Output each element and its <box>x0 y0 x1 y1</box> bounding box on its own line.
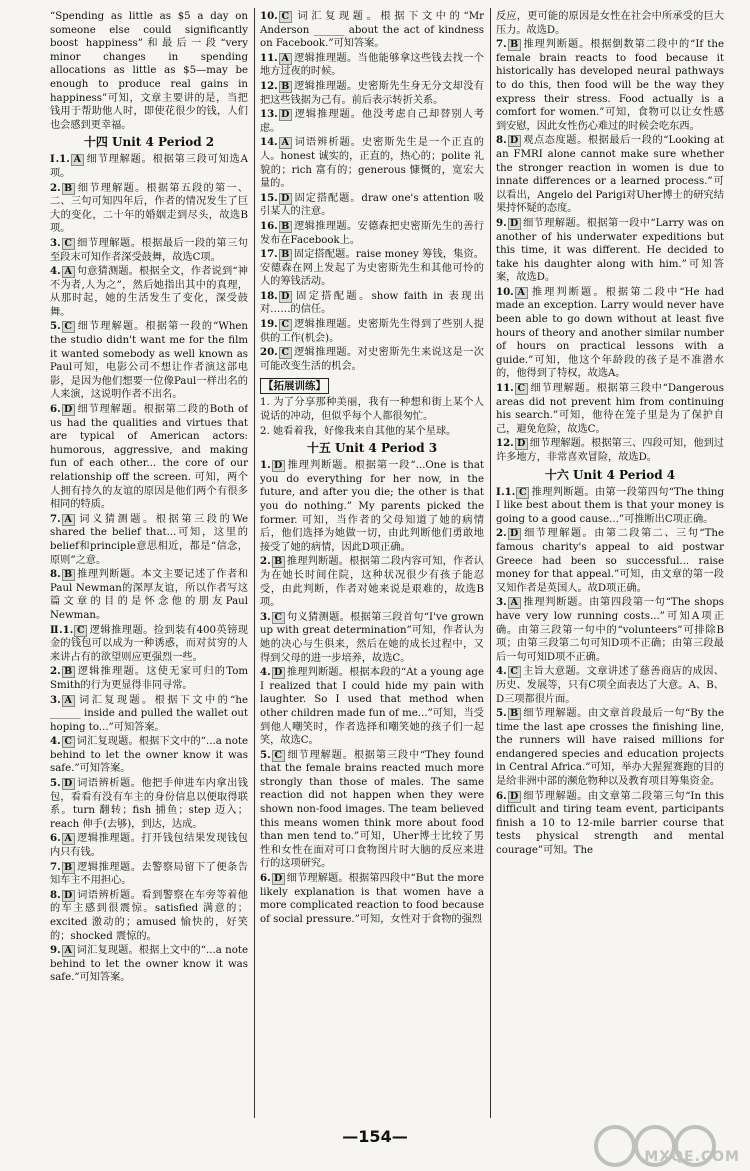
explanation-text: 细节理解题。根据第三段中“They found that the female brains reacted much more strongly than those of males. The same reaction did not happen when they were shown non-food images. The team believed this means women think more about food than men tend to.”可知，Uher博士比较了男性和女性在面对可口食物图片时大脑的反应来进行的这项研究。 <box>260 749 484 870</box>
answer-entry <box>496 38 724 133</box>
answer-entry <box>50 735 248 776</box>
explanation-text: 固定搭配题。raise money 筹钱，集资。安德森在网上发起了为史密斯先生和其他可怜的人的筹钱活动。 <box>260 249 484 288</box>
answer-letter-badge: A <box>62 695 75 707</box>
explanation-text: 逻辑推理题。他没考虑自己却替别人考虑。 <box>260 109 484 134</box>
explanation-text: 细节理解题。根据第一段的“When the studio didn't want me for the film it wanted somebody as well known as Paul可知，电影公司不想让作者演这部电影，是因为他们想要一位像Paul一样出名的人来演，这说明作者不出名。 <box>50 321 248 401</box>
column-middle <box>260 10 484 1100</box>
answer-letter-badge: C <box>279 319 292 331</box>
answer-entry <box>260 318 484 345</box>
answer-entry <box>260 80 484 107</box>
answer-letter-badge: B <box>279 221 292 233</box>
answer-letter-badge: B <box>62 183 75 195</box>
explanation-text: 固定搭配题。draw one's attention 吸引某人的注意。 <box>260 192 484 218</box>
question-number: 8. <box>50 888 61 901</box>
explanation-text: 逻辑推理题。对史密斯先生来说这是一次可能改变生活的机会。 <box>260 347 484 372</box>
question-number: 2. <box>496 527 507 540</box>
answer-entry <box>260 555 484 609</box>
question-number: 4. <box>496 665 507 678</box>
answer-entry <box>50 513 248 567</box>
answer-entry <box>50 944 248 985</box>
answer-letter-badge: D <box>508 218 521 230</box>
answer-letter-badge: C <box>516 487 529 499</box>
answer-entry <box>496 134 724 216</box>
explanation-text: 推理判断题。根据倒数第二段中的“If the female brain reacts to food because it historically has developed neural pathways to do this, then food will be the way they express their stress. Food actually is a comfort for women.”可知，食物可以让女性感到安慰，因此女性伤心难过的时候会吃东西。 <box>496 39 724 132</box>
answer-entry <box>50 403 248 512</box>
answer-entry <box>50 777 248 831</box>
question-number: 7. <box>50 860 61 873</box>
answer-entry <box>496 286 724 381</box>
paragraph: “Spending as little as $5 a day on someone else could significantly boost happiness”和最后一段“very minor changes in spending allocations as little as $5—may be enough to produce real gains in happiness”可知，文章主要讲的是，当把钱用于帮助他人时，即使花很少的钱，人们也会感到更幸福。 <box>50 11 248 131</box>
question-number: 8. <box>496 134 507 147</box>
answer-entry <box>50 694 248 735</box>
watermark-ring-icon <box>594 1125 636 1167</box>
answer-letter-badge: B <box>508 708 521 720</box>
answer-entry <box>260 290 484 317</box>
answer-entry <box>260 108 484 135</box>
question-number: 20. <box>260 346 278 359</box>
answer-letter-badge: D <box>272 460 285 472</box>
question-number: 7. <box>50 512 61 525</box>
question-number: 8. <box>50 568 61 581</box>
question-number: Ⅱ.1. <box>50 623 74 636</box>
answer-entry <box>496 665 724 706</box>
question-number: 10. <box>260 10 278 22</box>
question-number: 3. <box>496 596 507 609</box>
answer-entry <box>260 872 484 926</box>
explanation-text: 词汇复现题。根据下文中的“...a note behind to let the owner know it was safe.”可知答案。 <box>50 736 248 775</box>
answer-entry <box>260 220 484 247</box>
answer-letter-badge: A <box>515 287 528 299</box>
answer-entry <box>496 527 724 595</box>
answer-letter-badge: B <box>279 81 292 93</box>
question-number: 11. <box>496 382 514 395</box>
paragraph: 2. 她看着我，好像我来自其他的某个星球。 <box>260 425 457 437</box>
explanation-text: 逻辑推理题。当他能够拿这些钱去找一个地方过夜的时候。 <box>260 52 484 78</box>
question-number: 12. <box>496 437 514 450</box>
explanation-text: 词汇复现题。根据下文中的“he ______ inside and pulled the wallet out hoping to...”可知答案。 <box>50 694 248 733</box>
answer-letter-badge: D <box>279 193 292 205</box>
question-number: 5. <box>50 777 61 790</box>
explanation-text: 细节理解题。由文章第二段第三句“In this difficult and tiring team event, participants finish a 10 to 12-mile barrier course that tests physical strength and mental courage”可知。The <box>496 790 724 857</box>
explanation-text: 细节理解题。由第二段第二、三句“The famous charity's appeal to aid postwar Greece had been so successful... raise money for that appeal.”可知，由文章的第一段又知作者是英国人。故D项正确。 <box>496 528 724 594</box>
answer-entry <box>260 611 484 665</box>
question-number: Ⅰ.1. <box>496 485 516 498</box>
answer-entry <box>496 437 724 464</box>
question-number: 4. <box>50 735 61 748</box>
question-number: 5. <box>260 748 271 761</box>
question-number: 4. <box>260 666 271 679</box>
question-number: 14. <box>260 136 278 149</box>
answer-letter-badge: B <box>272 556 285 568</box>
question-number: 19. <box>260 318 278 331</box>
answer-entry <box>50 568 248 622</box>
answer-entry <box>50 237 248 264</box>
answer-letter-badge: D <box>62 404 75 416</box>
column-divider <box>490 8 491 1118</box>
extension-training-label: 【拓展训练】 <box>260 378 329 394</box>
answer-entry <box>260 192 484 219</box>
explanation-text: 推理判断题。由第四段第一句“The shops have very low running costs...”可知A项正确。由第三段第一句中的“volunteers”可排除B项；由第三段第二句可知D项不正确；由第三段最后一句可知D项不正确。 <box>496 597 724 663</box>
explanation-text: 细节理解题。根据第三段可知选A项。 <box>50 154 248 179</box>
answer-letter-badge: C <box>62 321 75 333</box>
explanation-text: 推理判断题。由第一段第四句“The thing I like best about them is that your money is going to a good cause...”可推断出C项正确。 <box>496 486 724 525</box>
question-number: 3. <box>50 693 61 706</box>
answer-letter-badge: C <box>272 612 285 624</box>
question-number: Ⅰ.1. <box>50 153 70 166</box>
question-number: 5. <box>50 320 61 333</box>
answer-letter-badge: D <box>515 438 528 450</box>
paragraph: 1. 为了分享那种美丽，我有一种想和街上某个人说话的冲动，但似乎每个人都很匆忙。 <box>260 397 484 423</box>
answer-letter-badge: A <box>62 833 75 845</box>
answer-letter-badge: B <box>62 862 75 874</box>
question-number: 12. <box>260 79 278 92</box>
question-number: 6. <box>50 832 61 845</box>
answer-entry <box>260 346 484 373</box>
explanation-text: 细节理解题。根据最后一段的第三句至段末可知作者深受鼓舞，故选C项。 <box>50 237 248 263</box>
answer-letter-badge: C <box>508 666 521 678</box>
explanation-text: 细节理解题。根据第一段中“Larry was on another of his underwater expeditions but this time, it was different. He decided to take his daughter along with him.”可知答案，故选D。 <box>496 217 724 284</box>
answer-letter-badge: C <box>279 11 292 23</box>
explanation-text: 推理判断题。根据本段的“At a young age I realized that I could hide my pain with laughter. So I used that method when other children made fun of me...”可知，当受到他人嘲笑时，作者选择和嘲笑她的孩子们一起笑，故选C。 <box>260 667 484 747</box>
answer-letter-badge: A <box>62 945 75 957</box>
question-number: 18. <box>260 289 278 302</box>
answer-entry <box>50 889 248 943</box>
answer-letter-badge: D <box>508 135 521 147</box>
answer-entry <box>260 52 484 79</box>
answer-letter-badge: D <box>279 291 292 303</box>
question-number: 3. <box>50 236 61 249</box>
explanation-text: 推理判断题。根据第一段“...One is that you do everything for her now, in the future, and after you die; the other is that you do nothing.” My parents picked the former. 可知，当作者的父母知道了她的病情后，他们选择为她做一切，由此判断他们勇敢地接受了她的病情，因此D项正确。 <box>260 460 484 553</box>
answer-letter-badge: A <box>508 597 521 609</box>
explanation-text: 细节理解题。根据第五段的第一、二、三句可知四年后，作者的情况发生了巨大的变化，二十年的婚姻走到尽头，故选B项。 <box>50 182 248 235</box>
explanation-text: 细节理解题。根据第三、四段可知，他到过许多地方，非常喜欢冒险，故选D。 <box>496 438 724 463</box>
answer-entry <box>496 217 724 285</box>
explanation-text: 主旨大意题。文章讲述了慈善商店的成因、历史、发展等，只有C项全面表达了大意。A、B、D三项都很片面。 <box>496 666 724 705</box>
explanation-text: 逻辑推理题。这使无家可归的Tom Smith的行为更显得非同寻常。 <box>50 666 248 691</box>
answer-letter-badge: A <box>62 266 75 278</box>
answer-entry <box>496 486 724 527</box>
explanation-text: 词汇复现题。根据上文中的“...a note behind to let the owner know it was safe.”可知答案。 <box>50 945 248 984</box>
answer-entry <box>50 832 248 859</box>
explanation-text: 推理判断题。根据第二段中“He had made an exception. Larry would never have been able to go down without at least five hours of theory and another similar number of hours on practical lessons with a guide.”可知，他这个年龄段的孩子是不准潜水的，他得到了特权，故选A。 <box>496 286 724 380</box>
explanation-text: 词语辨析题。看到警察在车旁等着他的车主感到很震惊。satisfied 满意的；excited 激动的；amused 愉快的，好笑的；shocked 震惊的。 <box>50 889 248 942</box>
watermark-logo <box>594 1125 744 1165</box>
paragraph: 反应，更可能的原因是女性在社会中所承受的巨大压力。故选D。 <box>496 11 724 36</box>
answer-entry <box>260 459 484 554</box>
answer-letter-badge: C <box>62 238 75 250</box>
question-number: 2. <box>50 181 61 194</box>
explanation-text: 细节理解题。根据第四段中“But the more likely explanation is that women have a more complicated reaction to food because of social pressure.”可知，女性对于食物的强烈 <box>260 873 484 925</box>
explanation-text: 词语辨析题。他把手伸进车内拿出钱包，看看有没有车主的身份信息以便取得联系。turn 翻转；fish 捕鱼；step 迈入；reach 伸手(去够)，到达，达成。 <box>50 778 248 830</box>
answer-letter-badge: D <box>279 109 292 121</box>
answer-letter-badge: A <box>62 514 75 526</box>
explanation-text: 推理判断题。根据第二段内容可知，作者认为在她长时间住院，这种状况很少有孩子能忍受，由此判断，作者对她来说是艰难的，故选B项。 <box>260 556 484 609</box>
answer-entry <box>260 749 484 871</box>
question-number: 10. <box>496 285 514 298</box>
answer-entry <box>50 861 248 888</box>
explanation-text: 词语辨析题。史密斯先生是一个正直的人。honest 诚实的，正直的，热心的；polite 礼貌的；rich 富有的；generous 慷慨的，宽宏大量的。 <box>260 137 484 190</box>
explanation-text: 词义猜测题。根据第三段的We shared the belief that...可知，这里的belief和principle意思相近，都是“信念，原则”之意。 <box>50 513 248 566</box>
explanation-text: 逻辑推理题。安德森把史密斯先生的善行发布在Facebook上。 <box>260 220 484 246</box>
question-number: 15. <box>260 191 278 204</box>
answer-entry <box>50 665 248 692</box>
question-number: 2. <box>50 665 61 678</box>
explanation-text: 逻辑推理题。史密斯先生得到了些别人提供的工作(机会)。 <box>260 319 484 344</box>
section-heading: 十六 Unit 4 Period 4 <box>544 467 676 482</box>
answer-letter-badge: C <box>62 736 75 748</box>
explanation-text: 细节理解题。根据第三段中“Dangerous areas did not prevent him from continuing his search.”可知，他待在笼子里是为了保护自己，避免危险，故选C。 <box>496 383 724 435</box>
question-number: 9. <box>50 944 61 957</box>
explanation-text: 逻辑推理题。史密斯先生身无分文却没有把这些钱据为己有。前后表示转折关系。 <box>260 80 484 106</box>
answer-entry <box>50 320 248 402</box>
question-number: 6. <box>260 872 271 885</box>
column-right <box>496 10 724 1100</box>
explanation-text: 词汇复现题。根据下文中的“Mr Anderson ______ about the act of kindness on Facebook.”可知答案。 <box>260 11 484 50</box>
answer-letter-badge: A <box>279 137 292 149</box>
answer-letter-badge: D <box>508 791 521 803</box>
explanation-text: 逻辑推理题。捡到装有400英镑现金的钱包可以成为一种诱惑，而对贫穷的人来讲占有的欲望则应更强烈一些。 <box>50 624 248 663</box>
answer-letter-badge: D <box>272 667 285 679</box>
section-heading: 十五 Unit 4 Period 3 <box>306 441 438 456</box>
answer-letter-badge: D <box>62 778 75 790</box>
answer-letter-badge: D <box>272 873 285 885</box>
question-number: 1. <box>260 459 271 472</box>
answer-letter-badge: C <box>272 750 285 762</box>
page-number: —154— <box>342 1127 408 1146</box>
answer-entry <box>496 596 724 664</box>
answer-letter-badge: B <box>62 569 75 581</box>
question-number: 13. <box>260 108 278 121</box>
explanation-text: 句意猜测题。根据全文，作者说到“神不为者,人为之”，然后她指出其中的真理，从那时起，她的生活发生了变化，深受鼓舞。 <box>50 266 248 318</box>
question-number: 7. <box>496 38 507 51</box>
answer-entry <box>50 153 248 180</box>
answer-entry <box>50 624 248 665</box>
explanation-text: 句义猜测题。根据第三段首句“I've grown up with great determination”可知，作者认为她的决心与生俱来，然后在她的成长过程中，又得到父母的进一步培养，故选C。 <box>260 611 484 664</box>
question-number: 11. <box>260 51 278 64</box>
answer-letter-badge: B <box>508 39 521 51</box>
explanation-text: 逻辑推理题。去警察局留下了便条告知车主不用担心。 <box>50 861 248 887</box>
explanation-text: 推理判断题。本文主要记述了作者和Paul Newman的深厚友谊，所以作者写这篇文章的目的是怀念他的朋友Paul Newman。 <box>50 569 248 621</box>
answer-letter-badge: A <box>279 53 292 65</box>
answer-letter-badge: A <box>71 154 84 166</box>
explanation-text: 固定搭配题。show faith in 表现出对……的信任。 <box>260 290 484 316</box>
answer-entry <box>50 182 248 236</box>
question-number: 6. <box>496 789 507 802</box>
answer-letter-badge: C <box>515 383 528 395</box>
explanation-text: 细节理解题。根据第二段的Both of us had the qualities and virtues that are typical of American actors: humorous, aggressive, and making fun of each other... the core of our relationship off the screen. 可知，两个人拥有持久的友谊的原因是他们两个有很多相同的特质。 <box>50 404 248 511</box>
answer-letter-badge: C <box>74 625 87 637</box>
answer-entry <box>260 136 484 190</box>
answer-entry <box>496 382 724 436</box>
explanation-text: 观点态度题。根据最后一段的“Looking at an FMRI alone cannot make sure whether the stronger reaction in women is due to innate differences or a learned process.”可以看出，Angelo del Parigi对Uher博士的研究结果持怀疑的态度。 <box>496 135 724 215</box>
explanation-text: 细节理解题。由文章首段最后一句“By the time the last ape crosses the finishing line, the runners will have raised millions for endangered species and education projects in Central Africa.”可知，举办大猩猩赛跑的目的是给非洲中部的濒危物种以及教育项目筹集资金。 <box>496 708 724 788</box>
question-number: 17. <box>260 248 278 261</box>
explanation-text: 逻辑推理题。打开钱包结果发现钱包内只有钱。 <box>50 833 248 859</box>
question-number: 9. <box>496 216 507 229</box>
answer-entry <box>260 666 484 748</box>
column-left <box>50 10 248 1100</box>
answer-letter-badge: B <box>62 666 75 678</box>
column-divider <box>254 8 255 1118</box>
answer-letter-badge: B <box>279 249 292 261</box>
question-number: 5. <box>496 707 507 720</box>
watermark-text: MXQE.COM <box>644 1149 740 1165</box>
section-heading: 十四 Unit 4 Period 2 <box>83 135 215 150</box>
answer-entry <box>50 265 248 319</box>
question-number: 2. <box>260 555 271 568</box>
answer-letter-badge: D <box>508 528 521 540</box>
answer-letter-badge: C <box>279 347 292 359</box>
answer-entry <box>496 790 724 858</box>
answer-letter-badge: D <box>62 890 75 902</box>
answer-entry <box>260 10 484 51</box>
answer-entry <box>260 248 484 289</box>
question-number: 16. <box>260 219 278 232</box>
question-number: 3. <box>260 610 271 623</box>
question-number: 4. <box>50 265 61 278</box>
answer-entry <box>496 707 724 789</box>
question-number: 6. <box>50 403 61 416</box>
